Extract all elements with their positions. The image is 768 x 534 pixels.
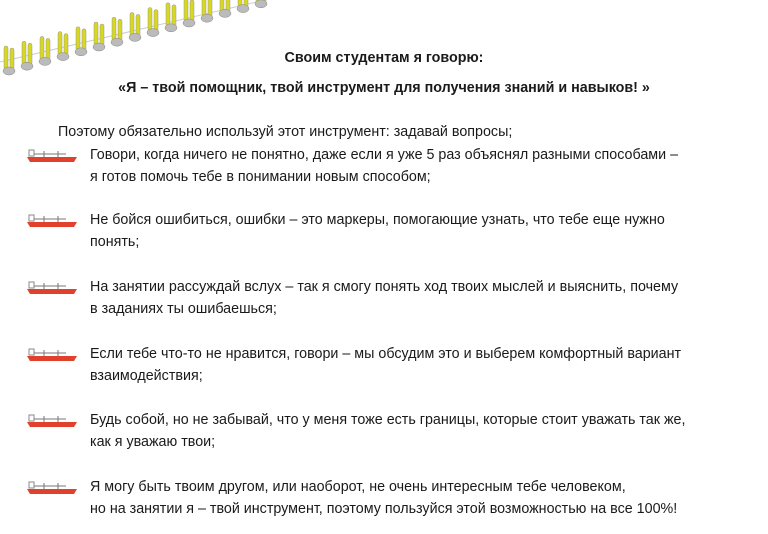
notebook-spiral-icon [0, 0, 270, 90]
ship-icon [26, 481, 78, 495]
spiral-ring [183, 0, 195, 27]
list-item-line: Будь собой, но не забывай, что у меня тоже есть границы, которые стоит уважать так же, [90, 412, 686, 428]
spiral-ring [165, 3, 177, 32]
spiral-ring [255, 0, 267, 8]
list-item-line: понять; [90, 234, 140, 250]
list-item-line: Говори, когда ничего не понятно, даже если я уже 5 раз объяснял разными способами – [90, 147, 679, 163]
spiral-ring [201, 0, 213, 22]
spiral-ring [147, 8, 159, 37]
list-item-line: но на занятии я – твой инструмент, поэтому пользуйся этой возможностью на все 100%! [90, 501, 678, 517]
slide-subtitle: «Я – твой помощник, твой инструмент для получения знаний и навыков! » [118, 80, 650, 96]
spiral-ring [129, 12, 141, 41]
spiral-ring [93, 22, 105, 51]
ship-icon [26, 281, 78, 295]
list-item-line: Не бойся ошибиться, ошибки – это маркеры, помогающие узнать, что тебе еще нужно [90, 212, 665, 228]
list-item-line: Если тебе что-то не нравится, говори – мы обсудим это и выберем комфортный вариант [90, 346, 682, 362]
ship-icon [26, 214, 78, 228]
slide-title: Своим студентам я говорю: [284, 50, 484, 66]
spiral-ring [219, 0, 231, 17]
list-item-line: в заданиях ты ошибаешься; [90, 301, 277, 317]
list-item-line: Я могу быть твоим другом, или наоборот, не очень интересным тебе человеком, [90, 479, 626, 495]
list-item-line: взаимодействия; [90, 368, 203, 384]
ship-icon [26, 414, 78, 428]
intro-text: Поэтому обязательно используй этот инструмент: задавай вопросы; [58, 124, 513, 140]
ship-icon [26, 348, 78, 362]
list-item-line: как я уважаю твои; [90, 434, 216, 450]
ship-icon [26, 149, 78, 163]
list-item-line: я готов помочь тебе в понимании новым способом; [90, 169, 431, 185]
spiral-ring [237, 0, 249, 13]
list-item-line: На занятии рассуждай вслух – так я смогу понять ход твоих мыслей и выяснить, почему [90, 279, 679, 295]
spiral-ring [111, 17, 123, 46]
